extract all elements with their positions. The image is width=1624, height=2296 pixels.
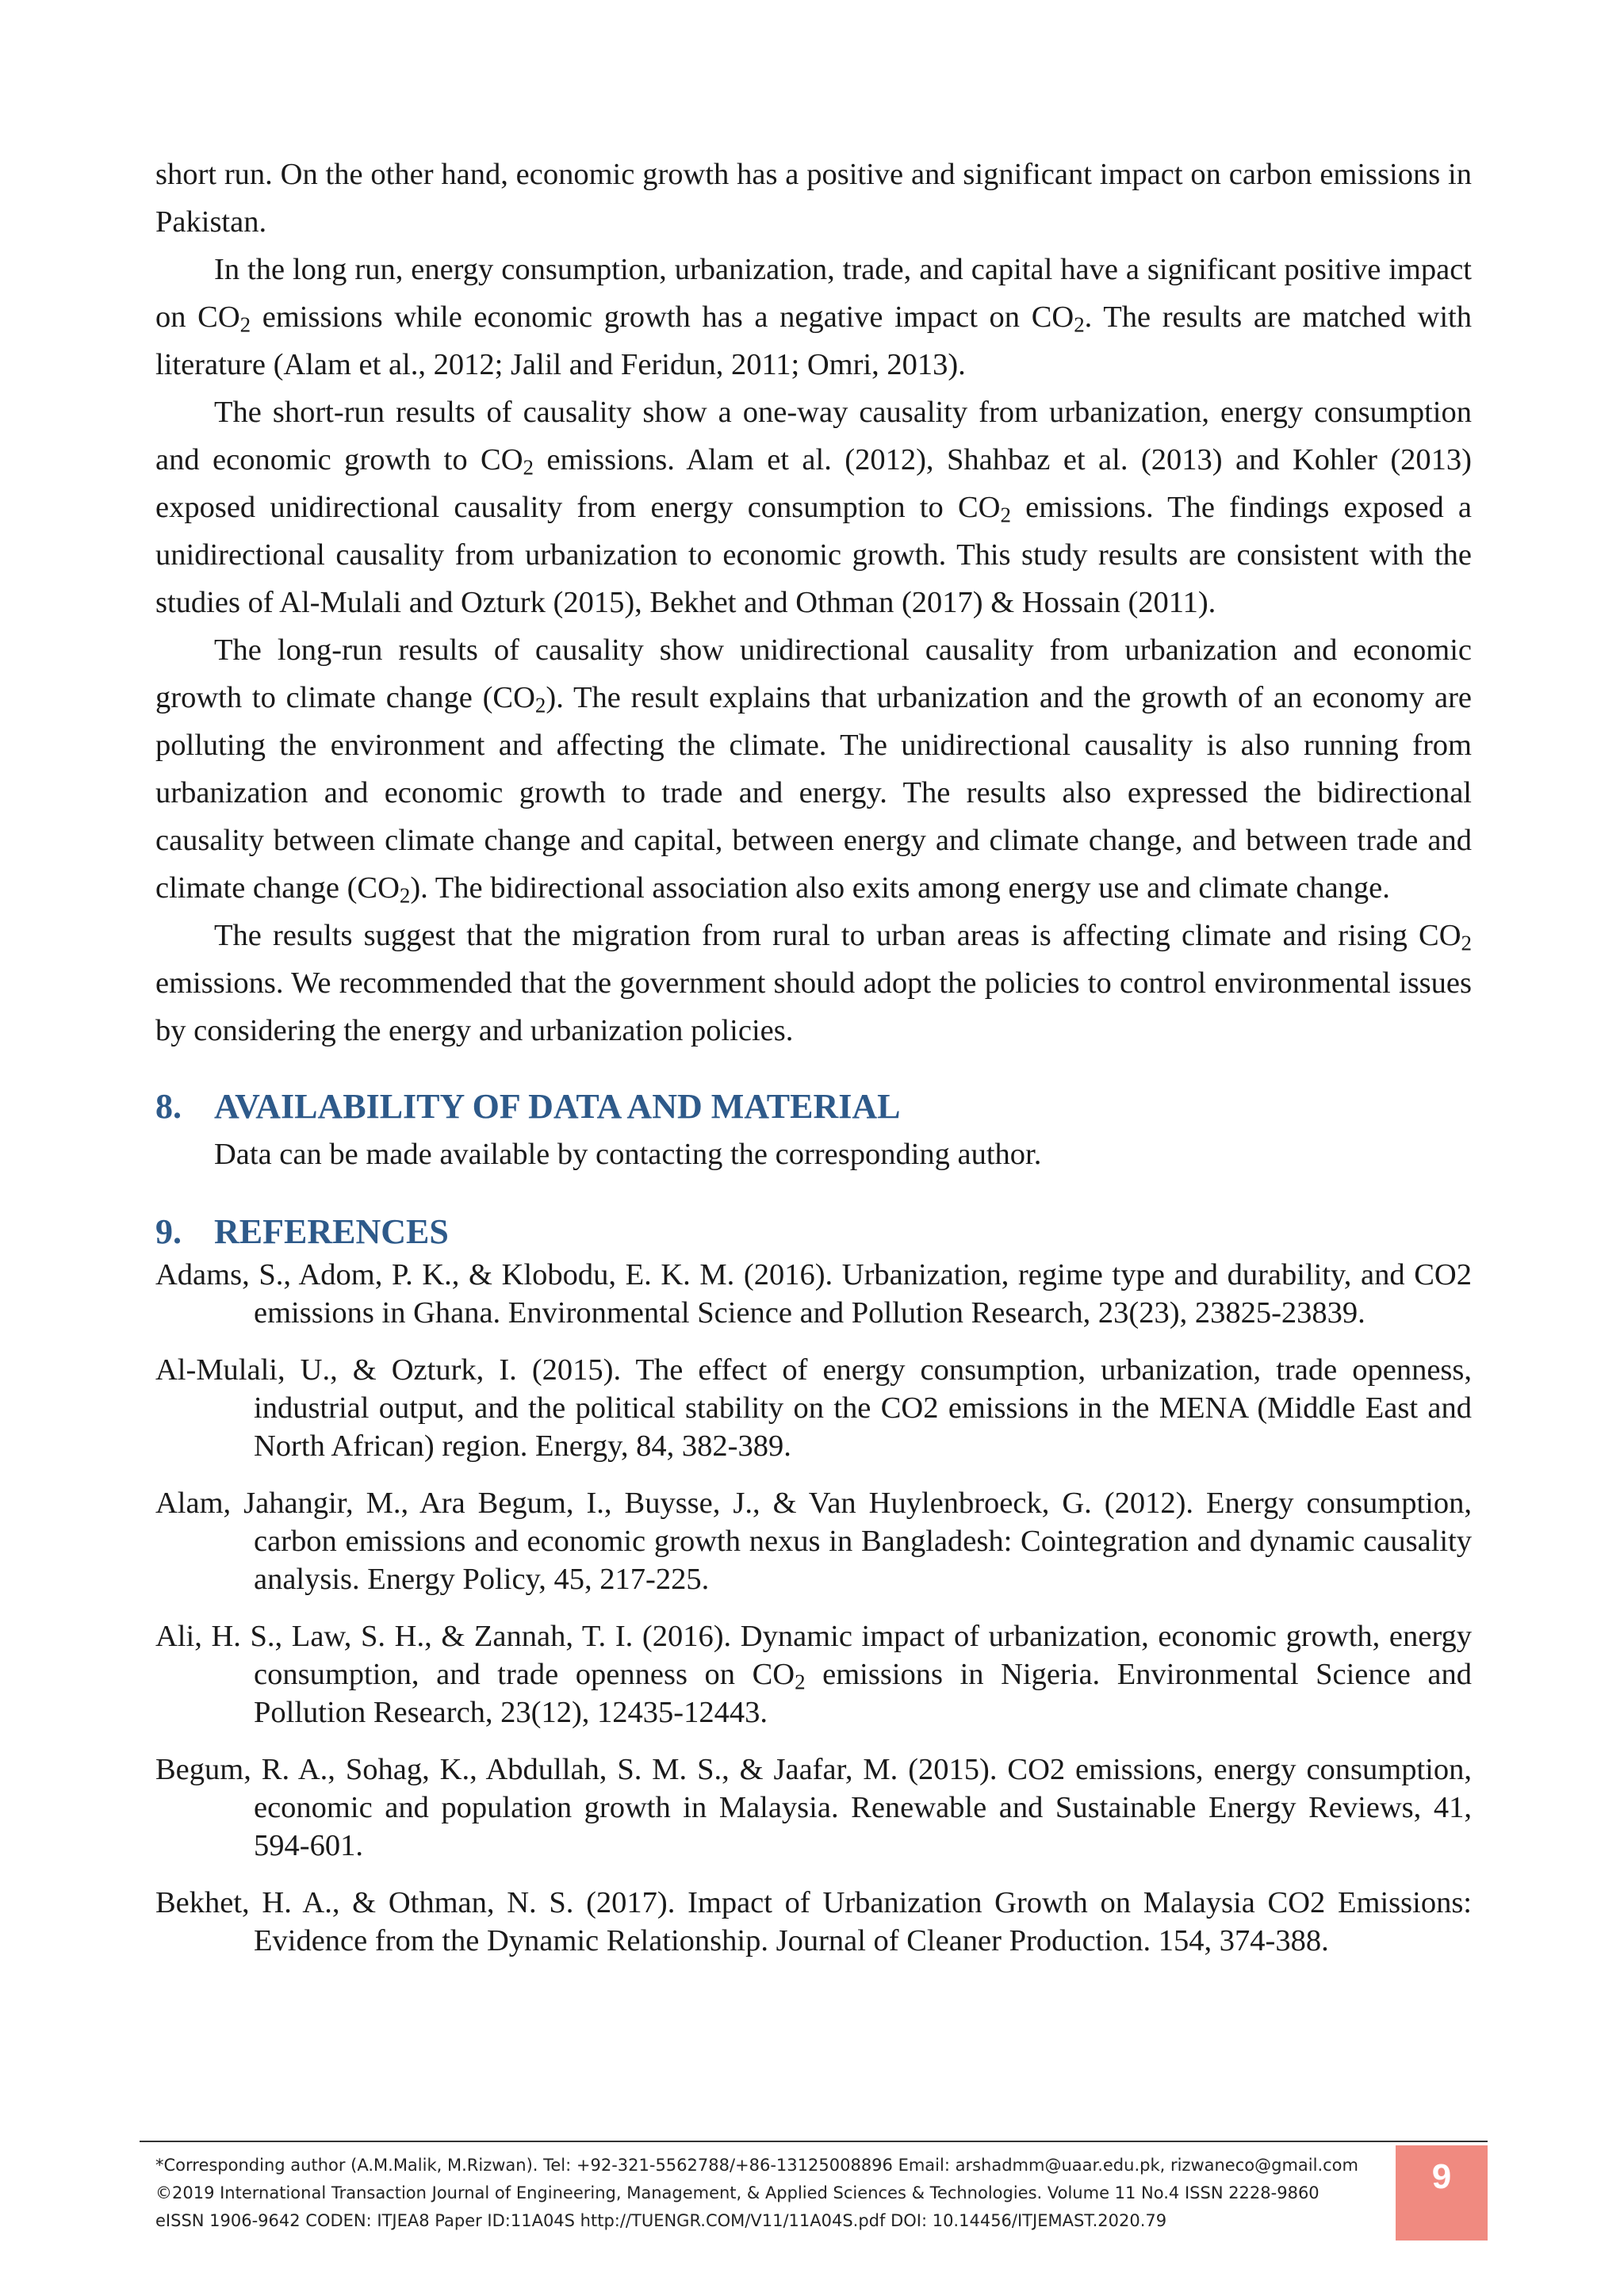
- section-heading-availability: 8. AVAILABILITY OF DATA AND MATERIAL: [155, 1087, 901, 1126]
- reference-item-1: Adams, S., Adom, P. K., & Klobodu, E. K. M. (2016). Urbanization, regime type and durability, and CO2 emissions in Ghana. Environmental Science and Pollution Research, 23(23), 23825-23839.: [155, 1258, 1472, 1330]
- body-paragraph-2: In the long run, energy consumption, urbanization, trade, and capital have a significant positive impact on $CO_2$ emissions while economic growth has a negative impact on $CO_2$. The results are matched with literature (Alam et al., 2012; Jalil and Feridun, 2011; Omri, 2013).: [155, 253, 1472, 381]
- footer-text: [155, 2152, 1392, 2235]
- reference-item-5: Begum, R. A., Sohag, K., Abdullah, S. M. S., & Jaafar, M. (2015). CO2 emissions, energy consumption, economic and population growth in Malaysia. Renewable and Sustainable Energy Reviews, 41, 594-601.: [155, 1753, 1472, 1862]
- body-paragraph-3: The short-run results of causality show a one-way causality from urbanization, energy consumption and economic growth to $CO_2$ emissions. Alam et al. (2012), Shahbaz et al. (2013) and Kohler (2013) exposed unidirectional causality from energy consumption to $CO_2$ emissions. The findings exposed a unidirectional causality from urbanization to economic growth. This study results are consistent with the studies of Al-Mulali and Ozturk (2015), Bekhet and Othman (2017) & Hossain (2011).: [155, 396, 1473, 619]
- footer-corresponding-author: *Corresponding author (A.M.Malik, M.Rizwan). Tel: +92-321-5562788/+86-13125008896 Email: arshadmm@uaar.edu.pk, rizwaneco@gmail.com: [155, 2156, 1358, 2175]
- page-content: [155, 151, 1472, 1960]
- body-paragraph-5: The results suggest that the migration from rural to urban areas is affecting climate and rising $CO_2$ emissions. We recommended that the government should adopt the policies to control environmental issues by considering the energy and urbanization policies.: [155, 919, 1472, 1047]
- reference-item-2: Al-Mulali, U., & Ozturk, I. (2015). The effect of energy consumption, urbanization, trade openness, industrial output, and the political stability on the CO2 emissions in the MENA (Middle East and North African) region. Energy, 84, 382-389.: [155, 1353, 1472, 1463]
- reference-item-4: Ali, H. S., Law, S. H., & Zannah, T. I. (2016). Dynamic impact of urbanization, economic growth, energy consumption, and trade openness on $CO_2$ emissions in Nigeria. Environmental Science and Pollution Research, 23(12), 12435-12443.: [155, 1620, 1472, 1729]
- footer-paper-ids: eISSN 1906-9642 CODEN: ITJEA8 Paper ID:11A04S http://TUENGR.COM/V11/11A04S.pdf DOI: 10.14456/ITJEMAST.2020.79: [155, 2211, 1167, 2230]
- footer-journal-info: ©2019 International Transaction Journal of Engineering, Management, & Applied Sciences & Technologies. Volume 11 No.4 ISSN 2228-9860: [155, 2183, 1320, 2202]
- reference-item-6: Bekhet, H. A., & Othman, N. S. (2017). Impact of Urbanization Growth on Malaysia CO2 Emissions: Evidence from the Dynamic Relationship. Journal of Cleaner Production. 154, 374-388.: [155, 1886, 1472, 1957]
- page-footer: [140, 2141, 1488, 2230]
- page-number-badge: 9: [1396, 2145, 1488, 2241]
- section-heading-references: 9. REFERENCES: [155, 1212, 449, 1251]
- body-paragraph-1: short run. On the other hand, economic growth has a positive and significant impact on carbon emissions in Pakistan.: [155, 158, 1472, 239]
- reference-item-3: Alam, Jahangir, M., Ara Begum, I., Buysse, J., & Van Huylenbroeck, G. (2012). Energy consumption, carbon emissions and economic growth nexus in Bangladesh: Cointegration and dynamic causality analysis. Energy Policy, 45, 217-225.: [155, 1487, 1472, 1596]
- availability-text: Data can be made available by contacting the corresponding author.: [214, 1138, 1042, 1171]
- body-paragraph-4: The long-run results of causality show unidirectional causality from urbanization and economic growth to climate change $(CO_2)$. The result explains that urbanization and the growth of an economy are polluting the environment and affecting the climate. The unidirectional causality is also running from urbanization and economic growth to trade and energy. The results also expressed the bidirectional causality between climate change and capital, between energy and climate change, and between trade and climate change $(CO_2)$. The bidirectional association also exits among energy use and climate change.: [155, 633, 1472, 908]
